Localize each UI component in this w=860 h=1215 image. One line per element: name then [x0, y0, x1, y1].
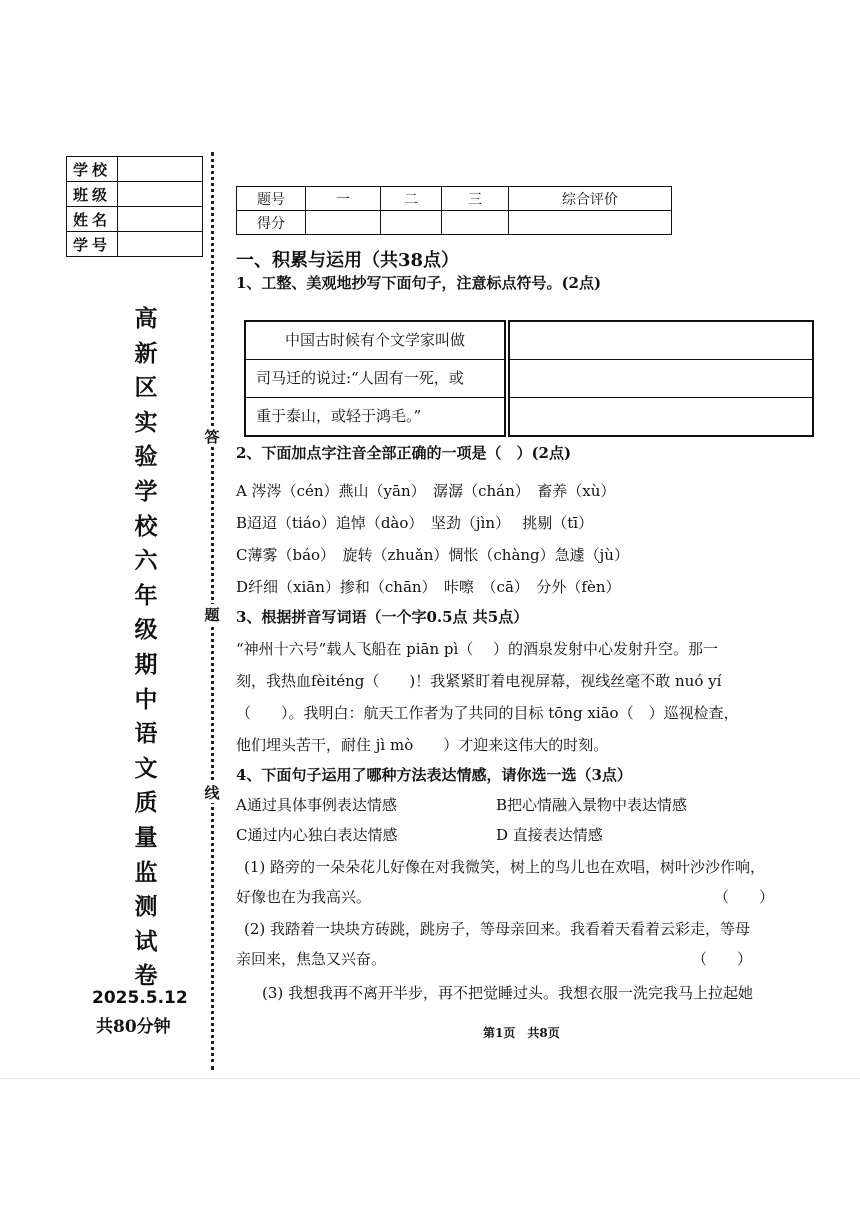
school-field[interactable] — [118, 157, 203, 182]
q4-option-a: A通过具体事例表达情感 — [236, 796, 397, 814]
copy-source-box — [244, 320, 506, 437]
exam-date: 2025.5.12 — [92, 988, 188, 1008]
title-char: 量 — [134, 823, 158, 851]
info-label: 学号 — [67, 232, 118, 257]
binding-char-line: 线 — [202, 782, 222, 803]
section-heading: 一、积累与运用（共38点） — [236, 250, 460, 271]
score-header: 综合评价 — [509, 187, 672, 211]
score-cell[interactable] — [509, 211, 672, 235]
score-header: 题号 — [237, 187, 306, 211]
q4-item-2: (2) 我踏着一块块方砖跳，跳房子，等母亲回来。我看着天看着云彩走，等母 — [244, 920, 751, 938]
q2-option-b: B迢迢（tiáo）追悼（dào） 坚劲（jìn） 挑剔（tī） — [236, 514, 594, 532]
title-char: 文 — [134, 754, 158, 782]
question-4-title: 4、下面句子运用了哪种方法表达情感，请你选一选（3点） — [236, 766, 632, 784]
binding-char-question: 题 — [202, 604, 222, 625]
q4-item-1: (1) 路旁的一朵朵花儿好像在对我微笑，树上的鸟儿也在欢唱，树叶沙沙作响， — [244, 858, 766, 876]
score-row-label: 得分 — [237, 211, 306, 235]
title-char: 期 — [134, 650, 158, 678]
title-char: 实 — [134, 408, 158, 436]
title-char: 试 — [134, 927, 158, 955]
page-edge — [0, 1078, 860, 1079]
title-char: 区 — [134, 374, 158, 402]
copy-line: 中国古时候有个文学家叫做 — [246, 322, 504, 360]
q3-line: 他们埋头苦干，耐住 jì mò ）才迎来这伟大的时刻。 — [236, 736, 609, 754]
q3-line: （ ）。我明白：航天工作者为了共同的目标 tōng xiāo（ ）巡视检查， — [236, 704, 739, 722]
q2-option-c: C薄雾（báo） 旋转（zhuǎn）惆怅（chàng）急遽（jù） — [236, 546, 629, 564]
q4-option-d: D 直接表达情感 — [496, 826, 603, 844]
score-header: 二 — [381, 187, 442, 211]
title-char: 语 — [134, 720, 158, 748]
title-char: 学 — [134, 477, 158, 505]
q4-item-2-answer[interactable]: （ ） — [692, 950, 753, 968]
exam-duration: 共80分钟 — [96, 1017, 171, 1037]
student-info-table — [66, 156, 203, 257]
info-label: 班级 — [67, 182, 118, 207]
q4-item-2-cont: 亲回来，焦急又兴奋。 — [236, 950, 387, 968]
title-char: 级 — [134, 616, 158, 644]
info-label: 姓名 — [67, 207, 118, 232]
score-cell[interactable] — [381, 211, 442, 235]
q3-line: “神州十六号”载人飞船在 piān pì（ ）的酒泉发射中心发射升空。那一 — [236, 640, 719, 658]
score-cell[interactable] — [442, 211, 509, 235]
name-field[interactable] — [118, 207, 203, 232]
class-field[interactable] — [118, 182, 203, 207]
answer-line[interactable] — [510, 398, 812, 435]
title-char: 六 — [134, 547, 158, 575]
answer-line[interactable] — [510, 322, 812, 360]
score-header: 三 — [442, 187, 509, 211]
q4-item-3: (3) 我想我再不离开半步，再不把觉睡过头。我想衣服一洗完我马上拉起她 — [262, 984, 754, 1002]
copy-answer-box[interactable] — [508, 320, 814, 437]
title-char: 中 — [134, 685, 158, 713]
student-id-field[interactable] — [118, 232, 203, 257]
exam-title-vertical — [128, 302, 164, 994]
copy-line: 重于泰山，或轻于鸿毛。” — [256, 407, 422, 425]
q4-item-1-cont: 好像也在为我高兴。 — [236, 888, 372, 906]
score-cell[interactable] — [306, 211, 381, 235]
q3-line: 刻，我热血fèiténg（ )！我紧紧盯着电视屏幕，视线丝毫不敢 nuó yí — [236, 672, 722, 690]
q4-option-c: C通过内心独白表达情感 — [236, 826, 398, 844]
question-2-title: 2、下面加点字注音全部正确的一项是（ ）(2点) — [236, 444, 572, 462]
title-char: 高 — [134, 305, 158, 332]
question-3-title: 3、根据拼音写词语（一个字0.5点 共5点） — [236, 608, 529, 626]
q2-option-d: D纤细（xiān）掺和（chān） 咔嚓 （cā） 分外（fèn） — [236, 578, 621, 596]
answer-line[interactable] — [510, 360, 812, 398]
title-char: 卷 — [134, 962, 158, 990]
info-label: 学校 — [67, 157, 118, 182]
score-table — [236, 186, 672, 235]
q4-option-b: B把心情融入景物中表达情感 — [496, 796, 688, 814]
title-char: 验 — [134, 443, 158, 471]
title-char: 校 — [134, 512, 158, 540]
copy-line: 司马迁的说过:“人固有一死，或 — [246, 360, 504, 398]
q4-item-1-answer[interactable]: （ ） — [714, 888, 775, 906]
question-1-title: 1、工整、美观地抄写下面句子，注意标点符号。(2点) — [236, 274, 602, 292]
page-footer: 第1页 共8页 — [483, 1026, 560, 1040]
score-header: 一 — [306, 187, 381, 211]
title-char: 监 — [134, 858, 158, 886]
title-char: 测 — [134, 893, 158, 921]
q2-option-a: A 涔涔（cén）燕山（yān） 潺潺（chán） 畜养（xù） — [236, 482, 616, 500]
title-char: 年 — [134, 581, 158, 609]
title-char: 质 — [134, 789, 158, 817]
binding-char-answer: 答 — [202, 426, 222, 447]
title-char: 新 — [134, 339, 158, 367]
